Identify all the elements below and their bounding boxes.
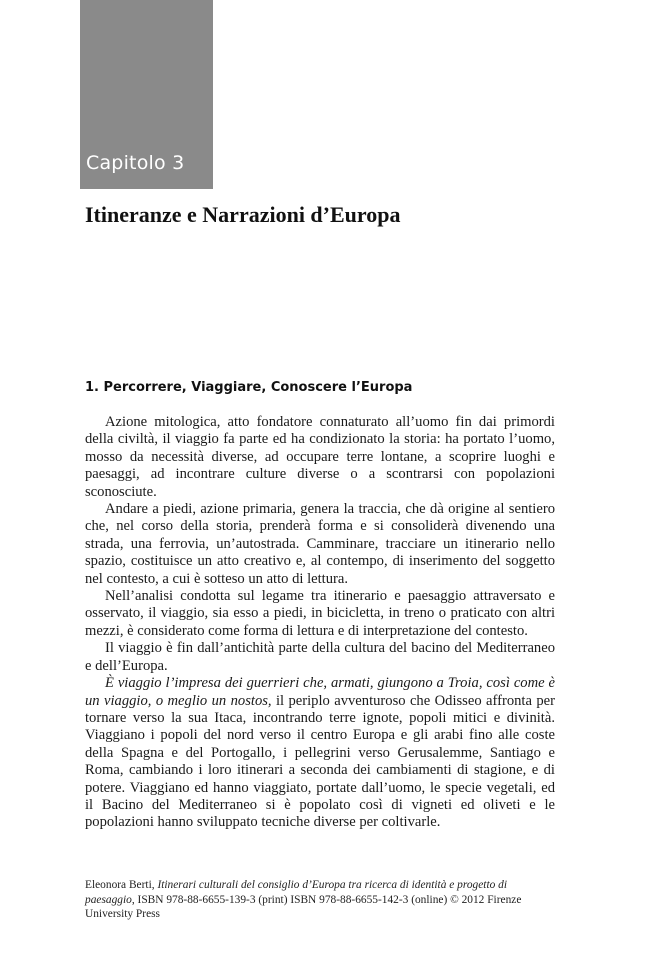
paragraph-2: Andare a piedi, azione primaria, genera la traccia, che dà origine al sentiero che, nel corso della storia, prenderà forma e si consoliderà divenendo una strada, una ferrovia, un’autostrada. Camminare, tracciare un itinerario nello spazio, costituisce un atto creativo e, al contempo, di inserimento del soggetto nel contesto, a cui è sotteso un atto di lettura. <box>85 501 555 587</box>
paragraph-4: Il viaggio è fin dall’antichità parte della cultura del bacino del Mediterraneo e dell’Europa. <box>85 640 555 674</box>
chapter-label: Capitolo 3 <box>86 152 185 174</box>
paragraph-5 <box>85 675 555 832</box>
footer-citation <box>85 878 555 922</box>
footer-author: Eleonora Berti, <box>85 879 158 891</box>
footer-book-title: Itinerari culturali del consiglio d’Europa tra ricerca di identità e progetto di paesaggio <box>85 879 508 906</box>
body-text <box>85 414 555 832</box>
paragraph-1: Azione mitologica, atto fondatore connaturato all’uomo fin dai primordi della civiltà, il viaggio fa parte ed ha condizionato la storia: ha portato l’uomo, mosso da necessità diverse, ad occupare terre lontane, a scoprire luoghi e paesaggi, ad incontrare culture diverse o a scontrarsi con popolazioni sconosciute. <box>85 414 555 500</box>
paragraph-5-italic: È viaggio l’impresa dei guerrieri che, armati, giungono a Troia, così come è un viaggio, o meglio un nostos, <box>85 675 555 709</box>
chapter-title: Itineranze e Narrazioni d’Europa <box>85 202 401 227</box>
section-heading: 1. Percorrere, Viaggiare, Conoscere l’Europa <box>85 380 413 395</box>
paragraph-3: Nell’analisi condotta sul legame tra itinerario e paesaggio attraversato e osservato, il viaggio, sia esso a piedi, in bicicletta, in treno o praticato con altri mezzi, è considerato come forma di lettura e di interpretazione del contesto. <box>85 588 555 639</box>
paragraph-5-rest: il periplo avventuroso che Odisseo affronta per tornare verso la sua Itaca, incontrando terre ignote, popoli mitici e divinità. Viaggiano i popoli del nord verso il centro Europa e gli arabi fino alle coste della Spagna e del Portogallo, i pellegrini verso Gerusalemme, Santiago e Roma, cambiando i loro itinerari a seconda dei cambiamenti di stagione, e di potere. Viaggiano ed hanno viaggiato, portate dall’uomo, le specie vegetali, ed il Bacino del Mediterraneo si è popolato così di vigneti ed oliveti e le popolazioni hanno sviluppato tecniche diverse per coltivarle. <box>85 692 555 831</box>
footer-isbn: , ISBN 978-88-6655-139-3 (print) ISBN 978-88-6655-142-3 (online) © 2012 Firenze University Press <box>85 893 522 921</box>
